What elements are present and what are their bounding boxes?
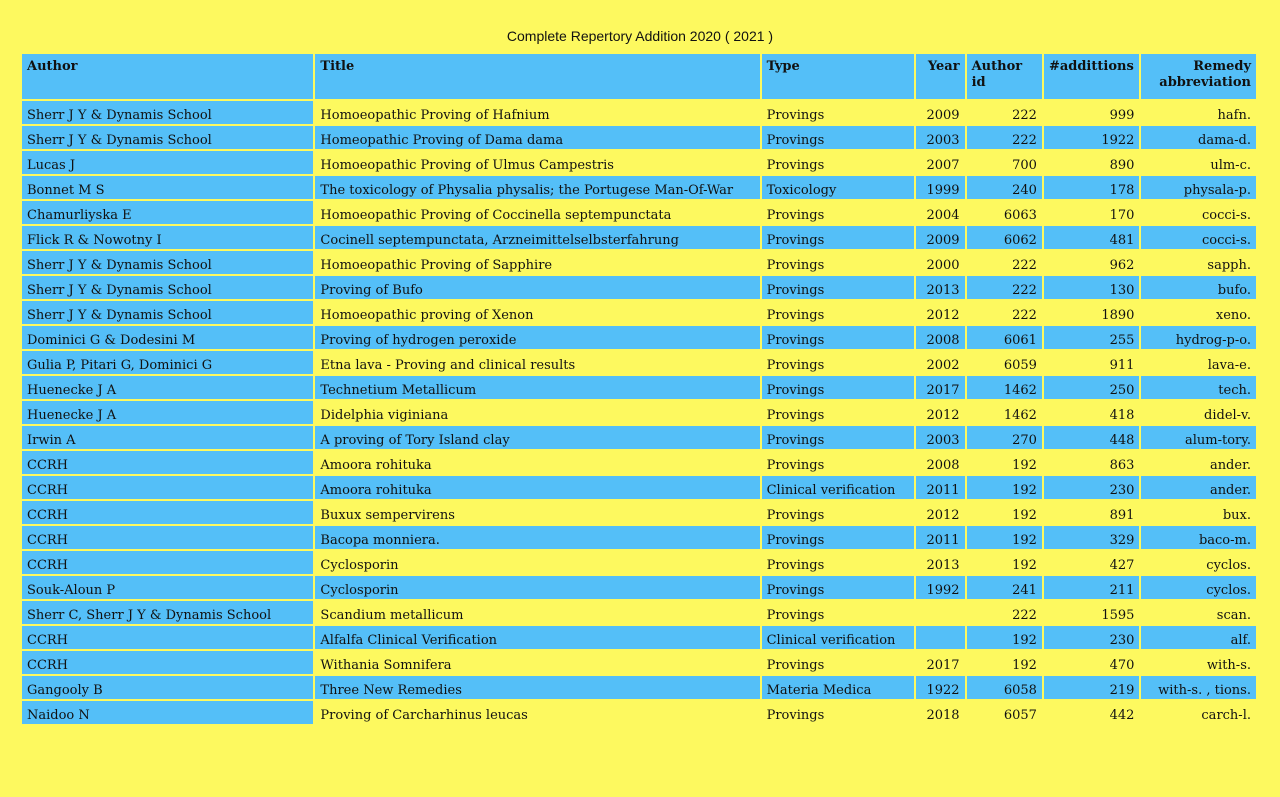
cell-remedy-abbreviation: bux. <box>1141 501 1256 524</box>
table-row <box>22 351 1256 374</box>
cell-author: Sherr J Y & Dynamis School <box>22 126 313 149</box>
cell-author: Sherr J Y & Dynamis School <box>22 101 313 124</box>
cell-remedy-abbreviation: tech. <box>1141 376 1256 399</box>
cell-year: 2012 <box>916 501 964 524</box>
cell-year: 2012 <box>916 301 964 324</box>
table-row <box>22 476 1256 499</box>
cell-author: CCRH <box>22 626 313 649</box>
cell-additions: 863 <box>1044 451 1139 474</box>
header-title: Title <box>315 54 759 99</box>
cell-author: Huenecke J A <box>22 376 313 399</box>
cell-title: Homeopathic Proving of Dama dama <box>315 126 759 149</box>
cell-year: 2000 <box>916 251 964 274</box>
cell-title: Homoeopathic Proving of Sapphire <box>315 251 759 274</box>
table-row <box>22 651 1256 674</box>
cell-author: CCRH <box>22 526 313 549</box>
header-author-id-line1: Author <box>971 59 1023 74</box>
repertory-table <box>20 52 1258 726</box>
table-body <box>22 101 1256 724</box>
cell-additions: 1890 <box>1044 301 1139 324</box>
cell-author: Flick R & Nowotny I <box>22 226 313 249</box>
cell-year <box>916 626 964 649</box>
cell-type: Clinical verification <box>762 626 915 649</box>
cell-author-id: 222 <box>967 126 1042 149</box>
cell-additions: 442 <box>1044 701 1139 724</box>
table-row <box>22 301 1256 324</box>
cell-title: Amoora rohituka <box>315 476 759 499</box>
cell-type: Provings <box>762 326 915 349</box>
table-row <box>22 676 1256 699</box>
header-year: Year <box>916 54 964 99</box>
cell-remedy-abbreviation: cocci-s. <box>1141 226 1256 249</box>
cell-title: Homoeopathic Proving of Ulmus Campestris <box>315 151 759 174</box>
cell-author-id: 192 <box>967 501 1042 524</box>
cell-additions: 170 <box>1044 201 1139 224</box>
cell-title: A proving of Tory Island clay <box>315 426 759 449</box>
cell-type: Clinical verification <box>762 476 915 499</box>
table-row <box>22 451 1256 474</box>
cell-type: Provings <box>762 576 915 599</box>
cell-author: Souk-Aloun P <box>22 576 313 599</box>
cell-additions: 329 <box>1044 526 1139 549</box>
cell-author: Sherr C, Sherr J Y & Dynamis School <box>22 601 313 624</box>
cell-author-id: 6058 <box>967 676 1042 699</box>
page-title: Complete Repertory Addition 2020 ( 2021 ) <box>506 28 774 44</box>
cell-remedy-abbreviation: ander. <box>1141 476 1256 499</box>
table-row <box>22 626 1256 649</box>
cell-year: 2002 <box>916 351 964 374</box>
cell-type: Provings <box>762 701 915 724</box>
cell-author: CCRH <box>22 476 313 499</box>
table-row <box>22 576 1256 599</box>
cell-remedy-abbreviation: dama-d. <box>1141 126 1256 149</box>
cell-title: Proving of Carcharhinus leucas <box>315 701 759 724</box>
cell-title: The toxicology of Physalia physalis; the Portugese Man-Of-War <box>315 176 759 199</box>
cell-type: Provings <box>762 651 915 674</box>
header-additions: #addittions <box>1044 54 1139 99</box>
cell-title: Homoeopathic Proving of Coccinella septempunctata <box>315 201 759 224</box>
cell-title: Amoora rohituka <box>315 451 759 474</box>
cell-additions: 427 <box>1044 551 1139 574</box>
cell-author: Dominici G & Dodesini M <box>22 326 313 349</box>
cell-title: Proving of hydrogen peroxide <box>315 326 759 349</box>
cell-year: 2017 <box>916 376 964 399</box>
cell-author: Chamurliyska E <box>22 201 313 224</box>
cell-remedy-abbreviation: didel-v. <box>1141 401 1256 424</box>
cell-author-id: 6059 <box>967 351 1042 374</box>
cell-year: 2013 <box>916 551 964 574</box>
cell-title: Cyclosporin <box>315 551 759 574</box>
cell-type: Provings <box>762 451 915 474</box>
cell-author: Gangooly B <box>22 676 313 699</box>
cell-author-id: 192 <box>967 651 1042 674</box>
cell-type: Toxicology <box>762 176 915 199</box>
cell-type: Provings <box>762 201 915 224</box>
cell-author: Sherr J Y & Dynamis School <box>22 276 313 299</box>
cell-author-id: 240 <box>967 176 1042 199</box>
cell-author: Sherr J Y & Dynamis School <box>22 251 313 274</box>
cell-remedy-abbreviation: ulm-c. <box>1141 151 1256 174</box>
cell-author-id: 222 <box>967 301 1042 324</box>
cell-remedy-abbreviation: sapph. <box>1141 251 1256 274</box>
table-row <box>22 701 1256 724</box>
cell-additions: 418 <box>1044 401 1139 424</box>
cell-type: Provings <box>762 551 915 574</box>
cell-year: 2004 <box>916 201 964 224</box>
cell-additions: 999 <box>1044 101 1139 124</box>
cell-year: 2008 <box>916 326 964 349</box>
cell-author: CCRH <box>22 501 313 524</box>
cell-author-id: 192 <box>967 526 1042 549</box>
cell-author-id: 192 <box>967 626 1042 649</box>
cell-author-id: 192 <box>967 476 1042 499</box>
cell-type: Provings <box>762 601 915 624</box>
cell-remedy-abbreviation: alum-tory. <box>1141 426 1256 449</box>
cell-year: 2017 <box>916 651 964 674</box>
cell-type: Provings <box>762 276 915 299</box>
cell-remedy-abbreviation: xeno. <box>1141 301 1256 324</box>
cell-additions: 962 <box>1044 251 1139 274</box>
cell-remedy-abbreviation: physala-p. <box>1141 176 1256 199</box>
cell-year: 1999 <box>916 176 964 199</box>
cell-additions: 470 <box>1044 651 1139 674</box>
cell-additions: 1922 <box>1044 126 1139 149</box>
cell-author-id: 241 <box>967 576 1042 599</box>
cell-additions: 178 <box>1044 176 1139 199</box>
cell-year: 2008 <box>916 451 964 474</box>
header-remedy-line2: abbreviation <box>1159 75 1251 90</box>
cell-title: Three New Remedies <box>315 676 759 699</box>
cell-year: 1922 <box>916 676 964 699</box>
cell-additions: 481 <box>1044 226 1139 249</box>
table-row <box>22 251 1256 274</box>
cell-type: Provings <box>762 101 915 124</box>
cell-remedy-abbreviation: hydrog-p-o. <box>1141 326 1256 349</box>
cell-title: Scandium metallicum <box>315 601 759 624</box>
cell-title: Cyclosporin <box>315 576 759 599</box>
cell-remedy-abbreviation: cyclos. <box>1141 551 1256 574</box>
cell-author: CCRH <box>22 651 313 674</box>
cell-author-id: 1462 <box>967 376 1042 399</box>
cell-additions: 230 <box>1044 626 1139 649</box>
table-row <box>22 551 1256 574</box>
cell-author-id: 6057 <box>967 701 1042 724</box>
cell-title: Proving of Bufo <box>315 276 759 299</box>
table-row <box>22 176 1256 199</box>
cell-author: Irwin A <box>22 426 313 449</box>
cell-type: Provings <box>762 126 915 149</box>
cell-additions: 219 <box>1044 676 1139 699</box>
cell-type: Provings <box>762 501 915 524</box>
cell-title: Homoeopathic Proving of Hafnium <box>315 101 759 124</box>
cell-type: Provings <box>762 426 915 449</box>
cell-author-id: 6061 <box>967 326 1042 349</box>
cell-author: Bonnet M S <box>22 176 313 199</box>
cell-author-id: 222 <box>967 101 1042 124</box>
cell-additions: 255 <box>1044 326 1139 349</box>
cell-author-id: 270 <box>967 426 1042 449</box>
cell-author-id: 222 <box>967 276 1042 299</box>
table-row <box>22 526 1256 549</box>
cell-type: Provings <box>762 351 915 374</box>
cell-author: CCRH <box>22 451 313 474</box>
cell-type: Provings <box>762 251 915 274</box>
cell-remedy-abbreviation: scan. <box>1141 601 1256 624</box>
cell-year: 2011 <box>916 476 964 499</box>
cell-title: Buxux sempervirens <box>315 501 759 524</box>
cell-additions: 250 <box>1044 376 1139 399</box>
cell-author: Sherr J Y & Dynamis School <box>22 301 313 324</box>
table-row <box>22 601 1256 624</box>
table-row <box>22 401 1256 424</box>
cell-year: 2012 <box>916 401 964 424</box>
cell-author: Naidoo N <box>22 701 313 724</box>
cell-year <box>916 601 964 624</box>
cell-remedy-abbreviation: baco-m. <box>1141 526 1256 549</box>
cell-additions: 1595 <box>1044 601 1139 624</box>
header-remedy-abbreviation <box>1141 54 1256 99</box>
cell-title: Alfalfa Clinical Verification <box>315 626 759 649</box>
table-row <box>22 201 1256 224</box>
cell-remedy-abbreviation: cocci-s. <box>1141 201 1256 224</box>
cell-remedy-abbreviation: bufo. <box>1141 276 1256 299</box>
cell-remedy-abbreviation: cyclos. <box>1141 576 1256 599</box>
table-row <box>22 126 1256 149</box>
cell-type: Materia Medica <box>762 676 915 699</box>
cell-author: Lucas J <box>22 151 313 174</box>
cell-author: CCRH <box>22 551 313 574</box>
cell-additions: 890 <box>1044 151 1139 174</box>
cell-author-id: 222 <box>967 601 1042 624</box>
table-row <box>22 226 1256 249</box>
cell-title: Cocinell septempunctata, Arzneimittelselbsterfahrung <box>315 226 759 249</box>
cell-title: Bacopa monniera. <box>315 526 759 549</box>
cell-year: 2007 <box>916 151 964 174</box>
cell-title: Etna lava - Proving and clinical results <box>315 351 759 374</box>
table-row <box>22 151 1256 174</box>
cell-additions: 448 <box>1044 426 1139 449</box>
cell-type: Provings <box>762 301 915 324</box>
cell-title: Didelphia viginiana <box>315 401 759 424</box>
table-row <box>22 426 1256 449</box>
table-row <box>22 326 1256 349</box>
cell-remedy-abbreviation: with-s. , tions. <box>1141 676 1256 699</box>
cell-remedy-abbreviation: carch-l. <box>1141 701 1256 724</box>
cell-title: Technetium Metallicum <box>315 376 759 399</box>
cell-year: 2009 <box>916 101 964 124</box>
cell-type: Provings <box>762 526 915 549</box>
table-header-row <box>22 54 1256 99</box>
cell-author: Huenecke J A <box>22 401 313 424</box>
header-type: Type <box>762 54 915 99</box>
cell-title: Withania Somnifera <box>315 651 759 674</box>
cell-type: Provings <box>762 151 915 174</box>
cell-remedy-abbreviation: lava-e. <box>1141 351 1256 374</box>
cell-remedy-abbreviation: ander. <box>1141 451 1256 474</box>
header-author-id-line2: id <box>971 75 986 90</box>
cell-additions: 230 <box>1044 476 1139 499</box>
cell-author: Gulia P, Pitari G, Dominici G <box>22 351 313 374</box>
header-author: Author <box>22 54 313 99</box>
cell-type: Provings <box>762 401 915 424</box>
cell-author-id: 222 <box>967 251 1042 274</box>
cell-year: 2018 <box>916 701 964 724</box>
cell-remedy-abbreviation: with-s. <box>1141 651 1256 674</box>
cell-type: Provings <box>762 376 915 399</box>
cell-year: 2011 <box>916 526 964 549</box>
cell-author-id: 192 <box>967 451 1042 474</box>
cell-year: 2013 <box>916 276 964 299</box>
cell-year: 2003 <box>916 426 964 449</box>
cell-type: Provings <box>762 226 915 249</box>
table-row <box>22 276 1256 299</box>
cell-title: Homoeopathic proving of Xenon <box>315 301 759 324</box>
cell-year: 2003 <box>916 126 964 149</box>
cell-remedy-abbreviation: alf. <box>1141 626 1256 649</box>
cell-year: 2009 <box>916 226 964 249</box>
table-row <box>22 376 1256 399</box>
cell-author-id: 192 <box>967 551 1042 574</box>
table-row <box>22 501 1256 524</box>
cell-additions: 211 <box>1044 576 1139 599</box>
cell-remedy-abbreviation: hafn. <box>1141 101 1256 124</box>
cell-year: 1992 <box>916 576 964 599</box>
table-row <box>22 101 1256 124</box>
cell-additions: 891 <box>1044 501 1139 524</box>
cell-additions: 911 <box>1044 351 1139 374</box>
cell-author-id: 6062 <box>967 226 1042 249</box>
header-author-id <box>967 54 1042 99</box>
cell-additions: 130 <box>1044 276 1139 299</box>
header-remedy-line1: Remedy <box>1193 59 1251 74</box>
cell-author-id: 1462 <box>967 401 1042 424</box>
cell-author-id: 700 <box>967 151 1042 174</box>
cell-author-id: 6063 <box>967 201 1042 224</box>
